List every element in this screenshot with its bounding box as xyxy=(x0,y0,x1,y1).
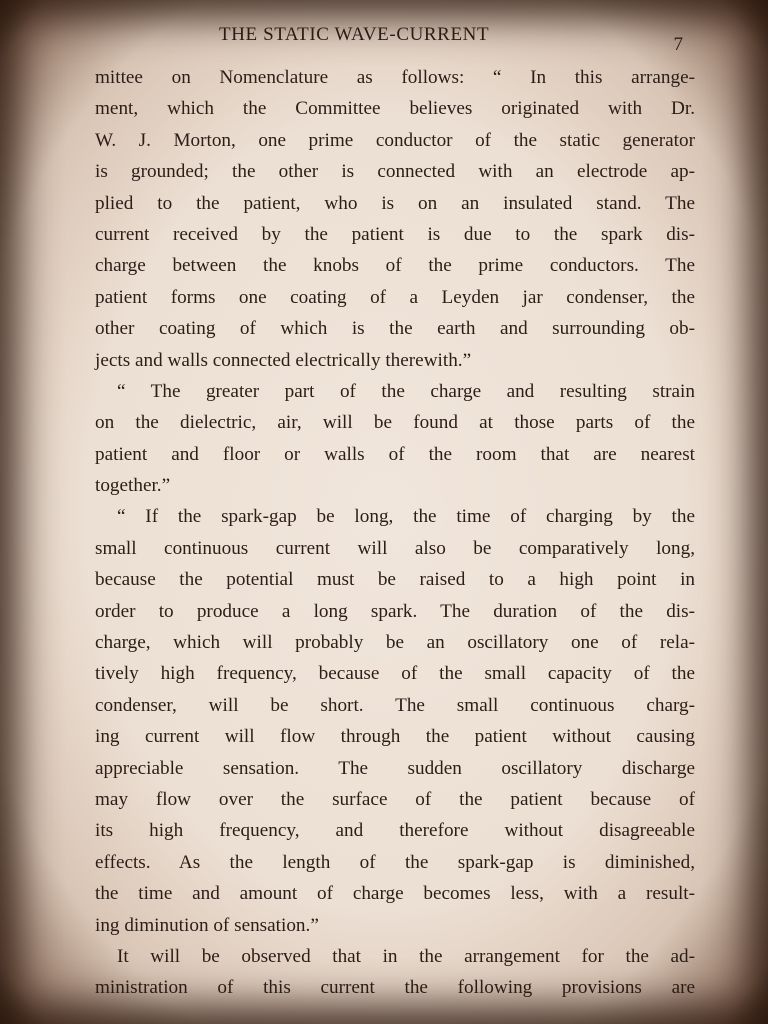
text-line: ment, which the Committee believes originated with Dr. xyxy=(95,98,695,120)
text-line: W. J. Morton, one prime conductor of the static generator xyxy=(95,129,695,151)
page-number: 7 xyxy=(673,34,683,55)
text-line: condenser, will be short. The small continuous charg- xyxy=(95,694,695,716)
text-line: other coating of which is the earth and surrounding ob- xyxy=(95,318,695,340)
text-line: plied to the patient, who is on an insulated stand. The xyxy=(95,192,695,214)
text-line: “ The greater part of the charge and resulting strain xyxy=(117,380,695,402)
text-line: appreciable sensation. The sudden oscillatory discharge xyxy=(95,757,695,779)
text-line: small continuous current will also be comparatively long, xyxy=(95,537,695,559)
text-line: charge, which will probably be an oscillatory one of rela- xyxy=(95,632,695,654)
text-line: ing diminution of sensation.” xyxy=(95,914,319,936)
text-line: jects and walls connected electrically therewith.” xyxy=(95,349,472,371)
text-line: mittee on Nomenclature as follows: “ In this arrange- xyxy=(95,67,695,88)
text-line: together.” xyxy=(95,475,171,497)
text-line: charge between the knobs of the prime conductors. The xyxy=(95,255,695,277)
text-line: It will be observed that in the arrangement for the ad- xyxy=(117,945,695,967)
text-line: is grounded; the other is connected with an electrode ap- xyxy=(95,161,695,183)
running-head: THE STATIC WAVE-CURRENT xyxy=(219,24,490,45)
text-line: ministration of this current the following provisions are xyxy=(95,977,695,999)
text-line: patient forms one coating of a Leyden jar condenser, the xyxy=(95,286,695,308)
body-text xyxy=(95,62,695,1004)
text-line: current received by the patient is due to the spark dis- xyxy=(95,223,695,245)
text-line: “ If the spark-gap be long, the time of charging by the xyxy=(117,506,695,528)
book-page xyxy=(95,22,695,1012)
text-line: because the potential must be raised to a high point in xyxy=(95,569,695,591)
text-line: patient and floor or walls of the room that are nearest xyxy=(95,443,695,465)
text-line: on the dielectric, air, will be found at those parts of the xyxy=(95,412,695,434)
text-line: its high frequency, and therefore without disagreeable xyxy=(95,820,695,842)
text-line: may flow over the surface of the patient because of xyxy=(95,788,695,810)
text-line: order to produce a long spark. The duration of the dis- xyxy=(95,600,695,622)
text-line: the time and amount of charge becomes less, with a result- xyxy=(95,883,695,905)
text-line: ing current will flow through the patient without causing xyxy=(95,726,695,748)
text-line: effects. As the length of the spark-gap is diminished, xyxy=(95,851,695,873)
page-header xyxy=(95,22,695,62)
text-line: tively high frequency, because of the small capacity of the xyxy=(95,663,695,685)
